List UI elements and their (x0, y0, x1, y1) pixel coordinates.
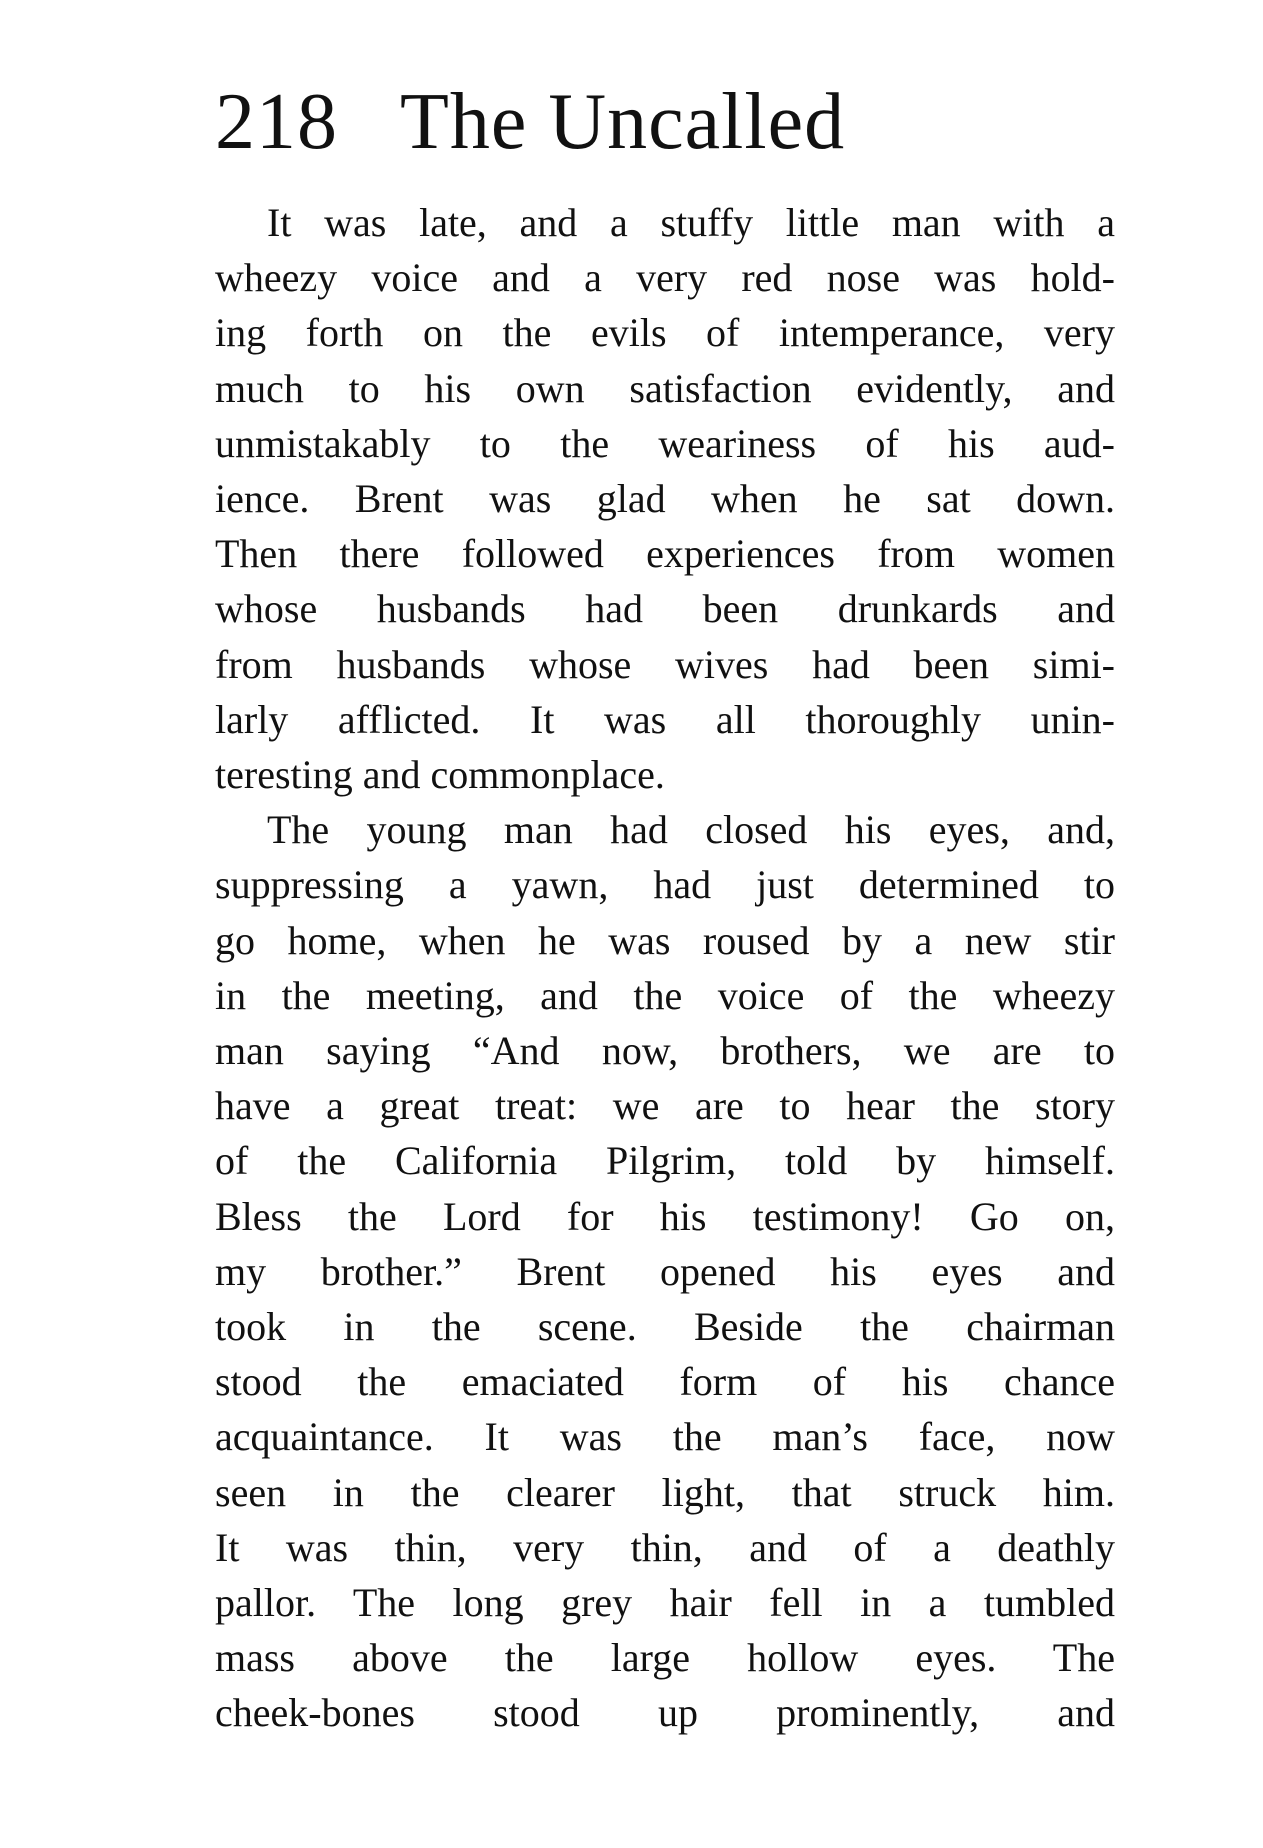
text-line: go home, when he was roused by a new stir (215, 917, 1115, 963)
text-line: man saying “And now, brothers, we are to (215, 1028, 1115, 1074)
book-title: The Uncalled (400, 78, 846, 166)
text-line: in the meeting, and the voice of the wheezy (215, 972, 1115, 1018)
text-line: pallor. The long grey hair fell in a tumbled (215, 1580, 1115, 1626)
text-line: mass above the large hollow eyes. The (215, 1635, 1115, 1681)
text-line: Then there followed experiences from women (215, 531, 1115, 577)
text-line: acquaintance. It was the man’s face, now (215, 1414, 1115, 1460)
paragraph-2 (215, 802, 1115, 1740)
text-line: much to his own satisfaction evidently, and (215, 365, 1115, 411)
text-line: ing forth on the evils of intemperance, very (215, 310, 1115, 356)
text-line: It was late, and a stuffy little man with a (267, 200, 1115, 245)
text-line: stood the emaciated form of his chance (215, 1359, 1115, 1405)
text-line: The young man had closed his eyes, and, (267, 807, 1115, 853)
text-line: Bless the Lord for his testimony! Go on, (215, 1193, 1115, 1239)
text-line: unmistakably to the weariness of his aud- (215, 420, 1115, 466)
text-line: It was thin, very thin, and of a deathly (215, 1524, 1115, 1570)
text-line: suppressing a yawn, had just determined to (215, 862, 1115, 908)
text-line: have a great treat: we are to hear the story (215, 1083, 1115, 1129)
running-head (215, 78, 846, 166)
text-line: cheek-bones stood up prominently, and (215, 1690, 1115, 1736)
text-line: my brother.” Brent opened his eyes and (215, 1248, 1115, 1294)
text-line: of the California Pilgrim, told by himself. (215, 1138, 1115, 1184)
page-number: 218 (215, 78, 338, 166)
text-line: wheezy voice and a very red nose was hold- (215, 255, 1115, 301)
text-line: ience. Brent was glad when he sat down. (215, 476, 1115, 522)
text-line: seen in the clearer light, that struck him. (215, 1469, 1115, 1515)
text-line: larly afflicted. It was all thoroughly unin- (215, 696, 1115, 742)
text-line: took in the scene. Beside the chairman (215, 1304, 1115, 1350)
text-line: whose husbands had been drunkards and (215, 586, 1115, 632)
text-line: from husbands whose wives had been simi- (215, 641, 1115, 687)
text-line: teresting and commonplace. (215, 752, 665, 798)
body-text (215, 195, 1115, 1741)
paragraph-1 (215, 195, 1115, 802)
